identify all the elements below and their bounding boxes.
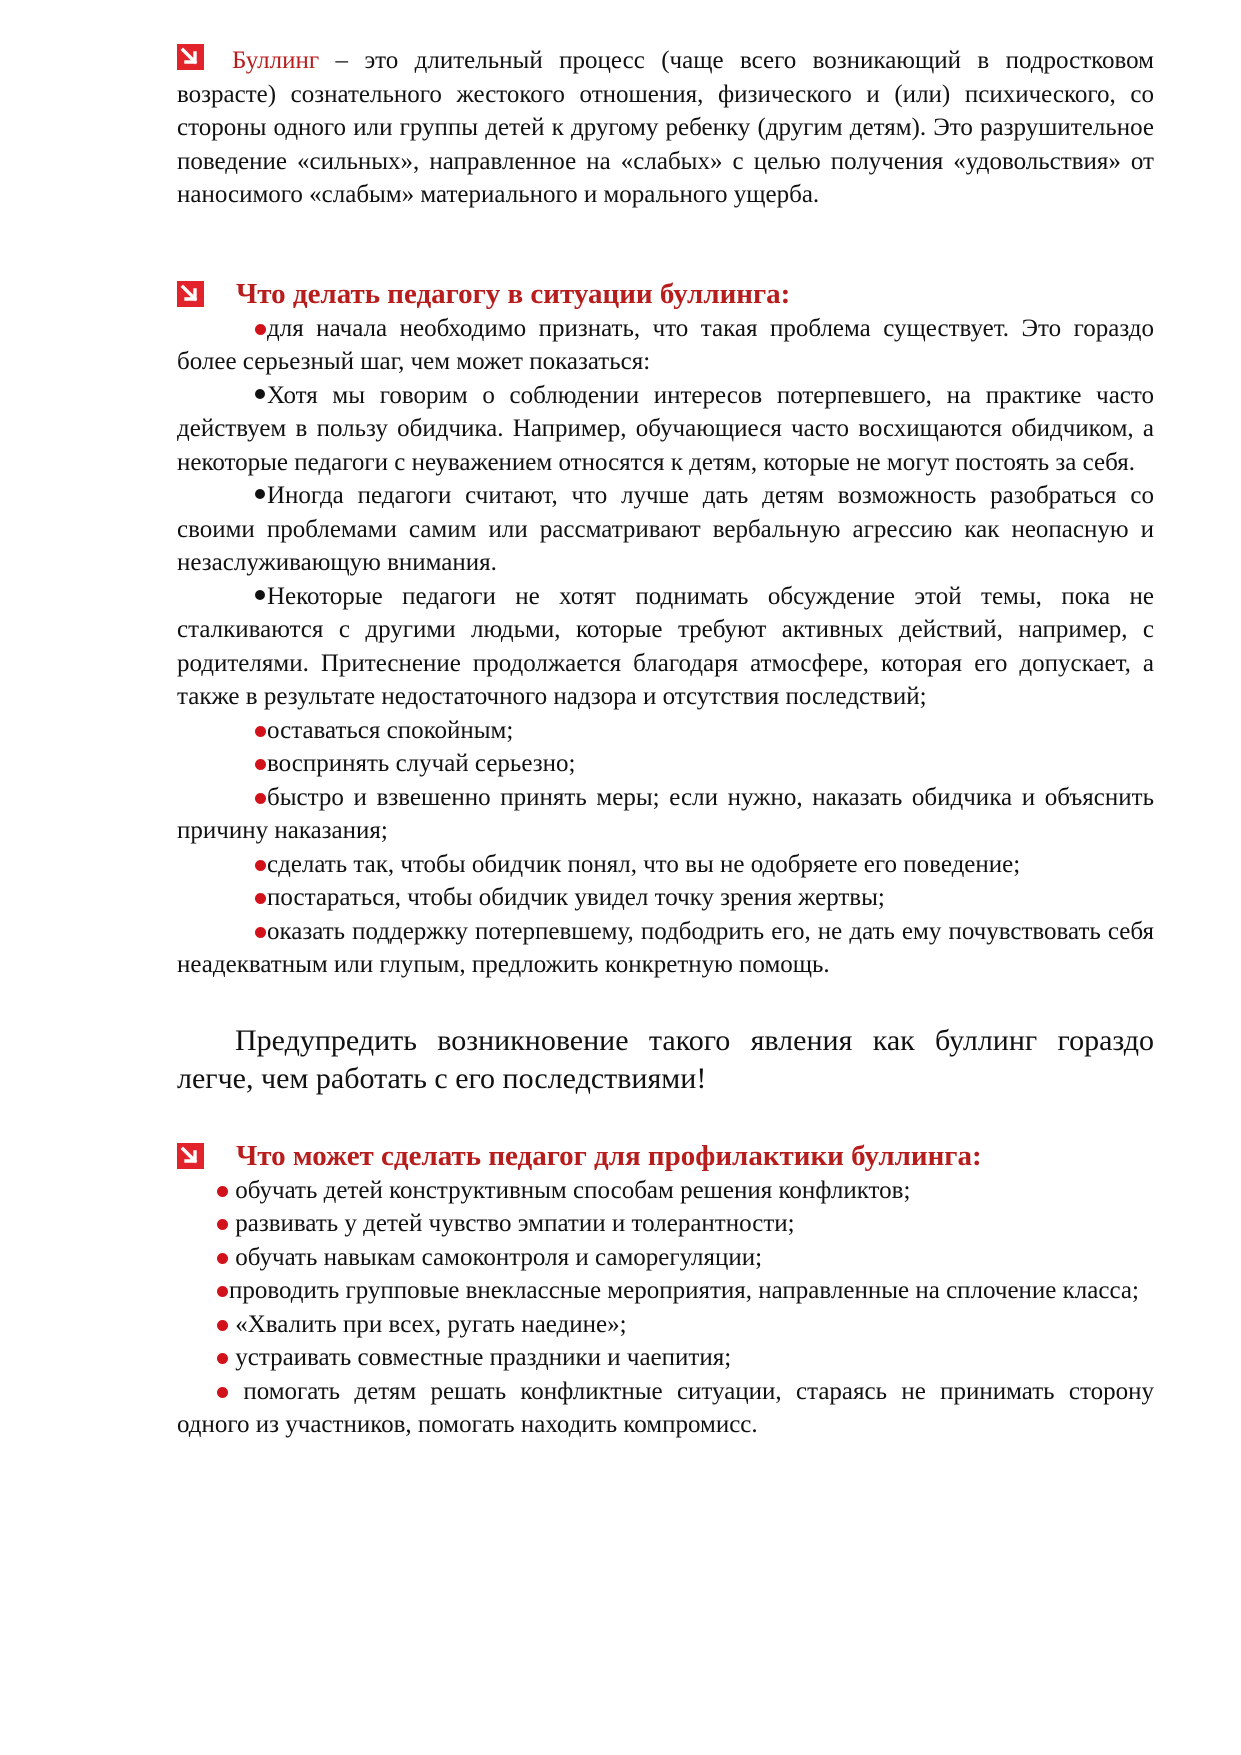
list-item xyxy=(177,1241,1154,1275)
red-bullet-icon xyxy=(217,1387,228,1398)
heading-text: Что делать педагогу в ситуации буллинга: xyxy=(236,277,791,310)
section2-list xyxy=(177,1174,1154,1442)
item-text: проводить групповые внеклассные мероприятия, направленные на сплочение класса; xyxy=(229,1277,1139,1304)
heading-text: Что может сделать педагог для профилактики буллинга: xyxy=(236,1139,982,1172)
red-bullet-icon xyxy=(255,726,266,737)
list-item xyxy=(177,781,1154,848)
item-text: оказать поддержку потерпевшему, подбодрить его, не дать ему почувствовать себя неадекватным или глупым, предложить конкретную помощь. xyxy=(177,917,1154,978)
red-bullet-icon xyxy=(217,1186,228,1197)
item-text: для начала необходимо признать, что такая проблема существует. Это гораздо более серьезный шаг, чем может показаться: xyxy=(177,314,1154,375)
list-item xyxy=(177,1207,1154,1241)
list-item xyxy=(177,1375,1154,1442)
list-item xyxy=(177,915,1154,982)
item-text: Иногда педагоги считают, что лучше дать детям возможность разобраться со своими проблемами самим или рассматривают вербальную агрессию как неопасную и незаслуживающую внимания. xyxy=(177,482,1154,576)
arrow-down-right-icon xyxy=(177,281,204,307)
red-bullet-icon xyxy=(217,1253,228,1264)
item-text: обучать детей конструктивным способам решения конфликтов; xyxy=(235,1176,911,1204)
item-text: «Хвалить при всех, ругать наедине»; xyxy=(235,1310,627,1338)
list-item xyxy=(177,881,1154,915)
list-item xyxy=(177,1308,1154,1342)
black-bullet-icon xyxy=(255,489,265,499)
red-bullet-icon xyxy=(255,759,266,770)
list-item xyxy=(177,848,1154,882)
item-text: постараться, чтобы обидчик увидел точку зрения жертвы; xyxy=(267,884,885,911)
item-text: помогать детям решать конфликтные ситуации, стараясь не принимать сторону одного из участников, помогать находить компромисс. xyxy=(177,1377,1154,1438)
red-bullet-icon xyxy=(217,1320,228,1331)
term-bullying: Буллинг xyxy=(232,47,320,74)
item-text: Некоторые педагоги не хотят поднимать обсуждение этой темы, пока не сталкиваются с другими людьми, которые требуют активных действий, например, с родителями. Притеснение продолжается благодаря атмосфере, которая его допускает, а также в результате недостаточного надзора и отсутствия последствий; xyxy=(177,582,1154,710)
definition-text: – это длительный процесс (чаще всего возникающий в подростковом возрасте) сознательного жестокого отношения, физического и (или) психического, со стороны одного или группы детей к другому ребенку (другим детям). Это разрушительное поведение «сильных», направленное на «слабых» с целью получения «удовольствия» от наносимого «слабым» материального и морального ущерба. xyxy=(177,47,1154,208)
list-item xyxy=(177,747,1154,781)
list-item xyxy=(177,1174,1154,1208)
red-bullet-icon xyxy=(255,324,266,335)
item-text: устраивать совместные праздники и чаепития; xyxy=(235,1344,732,1371)
sub-list-item xyxy=(177,479,1154,580)
section1-list xyxy=(177,312,1154,982)
item-text: воспринять случай серьезно; xyxy=(267,750,576,777)
section-heading-prevention xyxy=(177,1138,1154,1174)
list-item xyxy=(177,312,1154,379)
intro-paragraph xyxy=(177,44,1154,212)
sub-list-item xyxy=(177,580,1154,714)
item-text: сделать так, чтобы обидчик понял, что вы не одобряете его поведение; xyxy=(267,850,1021,878)
item-text: обучать навыкам самоконтроля и саморегуляции; xyxy=(235,1243,763,1271)
list-item xyxy=(177,714,1154,748)
red-bullet-icon xyxy=(255,793,266,804)
document-page xyxy=(177,44,1154,1442)
list-item xyxy=(177,1341,1154,1375)
red-bullet-icon xyxy=(255,927,266,938)
item-text: быстро и взвешенно принять меры; если нужно, наказать обидчика и объяснить причину наказания; xyxy=(177,783,1154,844)
red-bullet-icon xyxy=(217,1353,228,1364)
item-text: развивать у детей чувство эмпатии и толерантности; xyxy=(235,1210,795,1237)
red-bullet-icon xyxy=(255,893,266,904)
callout-text: Предупредить возникновение такого явления как буллинг гораздо легче, чем работать с его последствиями! xyxy=(177,1023,1154,1095)
section-heading-what-to-do xyxy=(177,276,1154,312)
red-bullet-icon xyxy=(255,860,266,871)
item-text: оставаться спокойным; xyxy=(267,716,514,744)
black-bullet-icon xyxy=(255,590,265,600)
black-bullet-icon xyxy=(255,389,265,399)
list-item xyxy=(177,1274,1154,1308)
item-text: Хотя мы говорим о соблюдении интересов потерпевшего, на практике часто действуем в пользу обидчика. Например, обучающиеся часто восхищаются обидчиком, а некоторые педагоги с неуважением относятся к детям, которые не могут постоять за себя. xyxy=(177,381,1154,476)
arrow-down-right-icon xyxy=(177,44,204,70)
arrow-down-right-icon xyxy=(177,1143,204,1169)
red-bullet-icon xyxy=(217,1219,228,1230)
red-bullet-icon xyxy=(217,1286,228,1297)
sub-list-item xyxy=(177,379,1154,480)
